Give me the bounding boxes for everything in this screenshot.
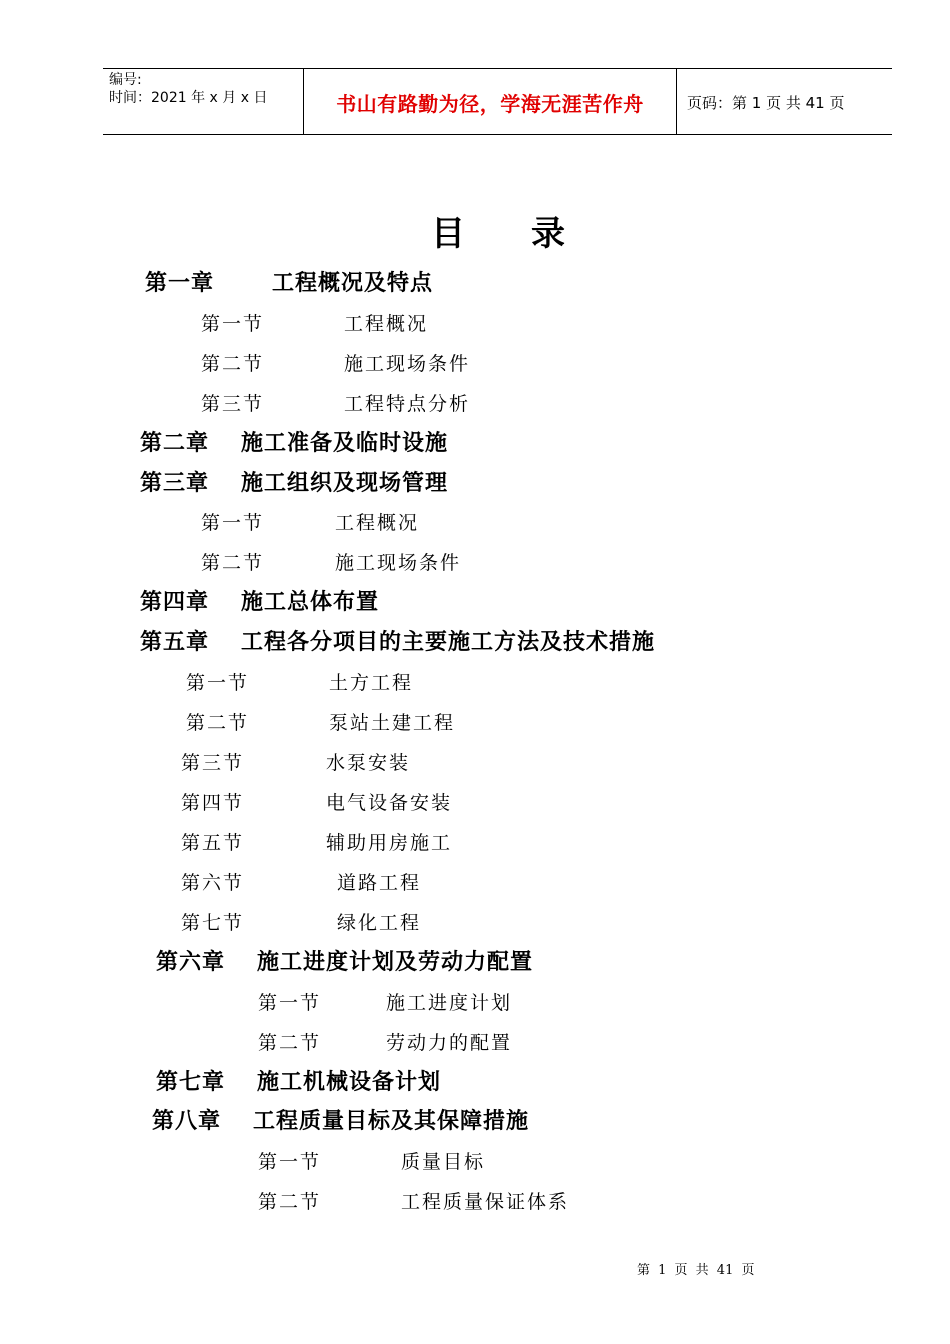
toc-chapter-number: 第一章: [145, 270, 215, 296]
toc-section-number: 第六节: [181, 872, 245, 894]
toc-chapter-number: 第五章: [140, 629, 210, 655]
toc-chapter-title: 施工组织及现场管理: [241, 470, 449, 496]
document-number-label: 编号:: [109, 72, 142, 88]
toc-section-title: 质量目标: [401, 1151, 486, 1173]
document-time-label: 时间：2021 年 x 月 x 日: [109, 90, 268, 106]
toc-chapter-title: 工程各分项目的主要施工方法及技术措施: [241, 629, 656, 655]
toc-section-title: 绿化工程: [337, 912, 422, 934]
toc-section-title: 水泵安装: [326, 752, 411, 774]
toc-chapter-number: 第三章: [140, 470, 210, 496]
toc-section-title: 施工现场条件: [335, 552, 462, 574]
header-motto: 书山有路勤为径，学海无涯苦作舟: [303, 69, 677, 135]
toc-section-number: 第一节: [201, 512, 265, 534]
toc-section-number: 第三节: [201, 393, 265, 415]
toc-chapter-number: 第八章: [152, 1108, 222, 1134]
toc-chapter-title: 施工机械设备计划: [257, 1069, 442, 1095]
toc-chapter-number: 第二章: [140, 430, 210, 456]
toc-chapter-number: 第四章: [140, 589, 210, 615]
toc-chapter-number: 第六章: [156, 949, 226, 975]
toc-section-title: 工程特点分析: [344, 393, 471, 415]
toc-section-number: 第二节: [201, 353, 265, 375]
toc-section-number: 第一节: [186, 672, 250, 694]
toc-section-title: 施工现场条件: [344, 353, 471, 375]
toc-chapter-title: 施工准备及临时设施: [241, 430, 449, 456]
toc-section-number: 第二节: [201, 552, 265, 574]
toc-section-number: 第五节: [181, 832, 245, 854]
header-page-info: 页码：第 1 页 共 41 页: [687, 93, 845, 112]
toc-title-char-2: 录: [531, 214, 565, 254]
toc-section-title: 电气设备安装: [326, 792, 453, 814]
toc-chapter-title: 施工进度计划及劳动力配置: [257, 949, 534, 975]
toc-title-char-1: 目: [431, 214, 465, 254]
toc-chapter-title: 施工总体布置: [241, 589, 380, 615]
toc-section-number: 第二节: [258, 1032, 322, 1054]
toc-section-title: 工程概况: [344, 313, 429, 335]
toc-section-title: 泵站土建工程: [329, 712, 456, 734]
toc-section-title: 劳动力的配置: [386, 1032, 513, 1054]
toc-section-title: 工程概况: [335, 512, 420, 534]
toc-section-title: 施工进度计划: [386, 992, 513, 1014]
toc-section-number: 第一节: [258, 992, 322, 1014]
toc-section-number: 第二节: [258, 1191, 322, 1213]
toc-section-title: 土方工程: [329, 672, 414, 694]
page-footer: 第 1 页 共 41 页: [637, 1263, 755, 1278]
toc-chapter-title: 工程质量目标及其保障措施: [253, 1108, 530, 1134]
toc-section-title: 辅助用房施工: [326, 832, 453, 854]
header-meta: [103, 69, 303, 135]
toc-section-number: 第七节: [181, 912, 245, 934]
toc-section-number: 第四节: [181, 792, 245, 814]
toc-section-title: 工程质量保证体系: [401, 1191, 570, 1213]
toc-chapter-title: 工程概况及特点: [272, 270, 434, 296]
toc-section-number: 第一节: [201, 313, 265, 335]
toc-section-number: 第一节: [258, 1151, 322, 1173]
toc-chapter-number: 第七章: [156, 1069, 226, 1095]
toc-section-title: 道路工程: [337, 872, 422, 894]
toc-section-number: 第三节: [181, 752, 245, 774]
toc-section-number: 第二节: [186, 712, 250, 734]
document-header: [103, 68, 892, 135]
